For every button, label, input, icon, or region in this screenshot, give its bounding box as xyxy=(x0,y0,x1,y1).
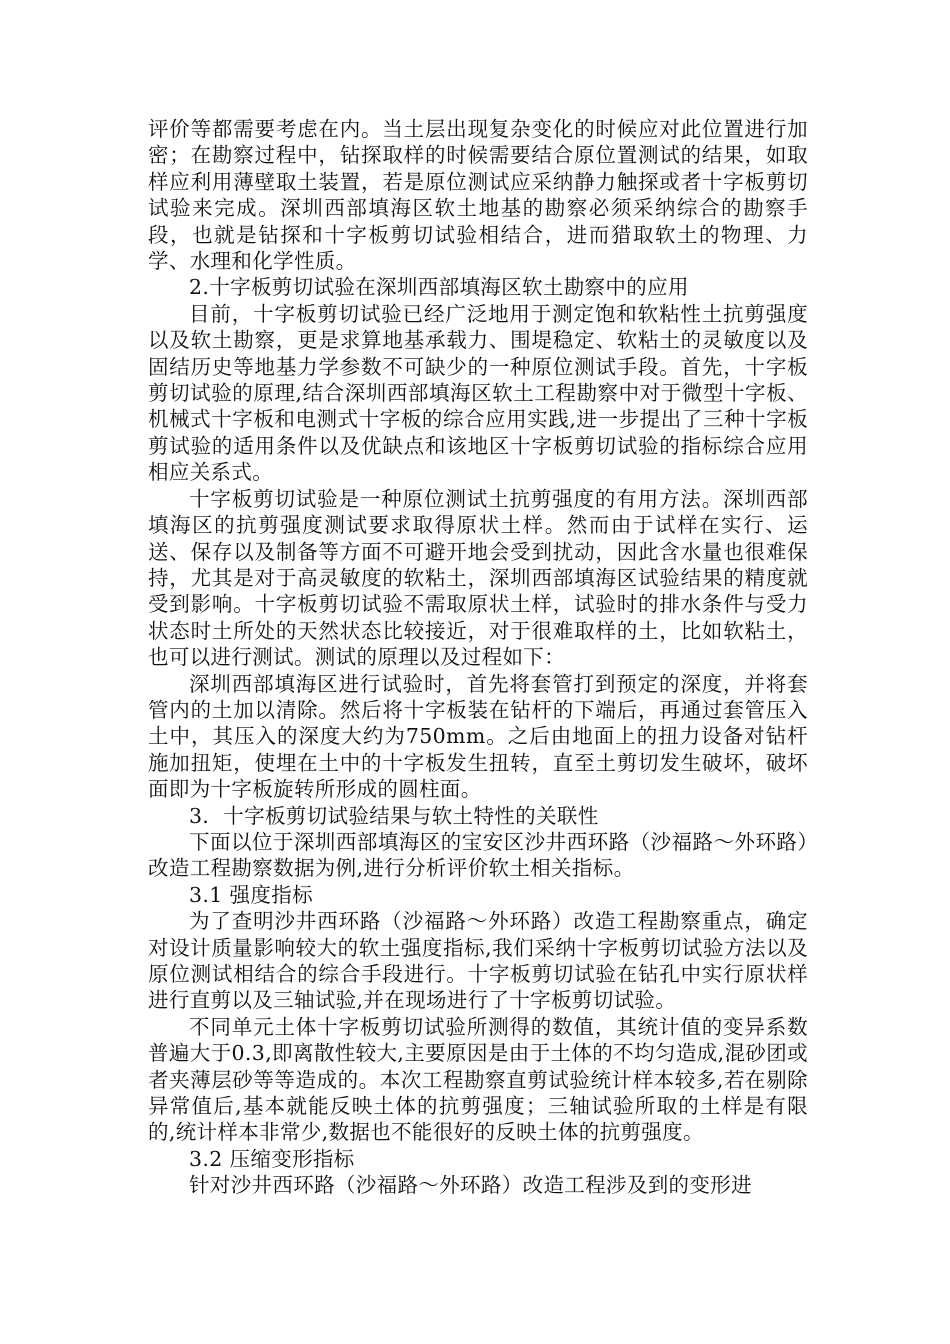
section-heading-3: 3．十字板剪切试验结果与软土特性的关联性 xyxy=(189,803,599,828)
paragraph-survey-methods: 评价等都需要考虑在内。当土层出现复杂变化的时候应对此位置进行加密；在勘察过程中，钻探取样的时候需要结合原位置测试的结果，如取样应利用薄壁取土装置，若是原位测试应采纳静力触探或者十字板剪切试验来完成。深圳西部填海区软土地基的勘察必须采纳综合的勘察手段，也就是钻探和十字板剪切试验相结合，进而猎取软土的物理、力学、水理和化学性质。 xyxy=(148,117,808,274)
document-page xyxy=(148,116,808,1199)
paragraph-vane-shear-overview: 目前，十字板剪切试验已经广泛地用于测定饱和软粘性土抗剪强度以及软土勘察，更是求算地基承载力、围堤稳定、软粘土的灵敏度以及固结历史等地基力学参数不可缺少的一种原位测试手段。首先，十字板剪切试验的原理,结合深圳西部填海区软土工程勘察中对于微型十字板、机械式十字板和电测式十字板的综合应用实践,进一步提出了三种十字板剪试验的适用条件以及优缺点和该地区十字板剪切试验的指标综合应用相应关系式。 xyxy=(148,301,808,485)
paragraph-case-intro: 下面以位于深圳西部填海区的宝安区沙井西环路（沙福路～外环路）改造工程勘察数据为例,进行分析评价软土相关指标。 xyxy=(148,829,808,881)
section-heading-2: 2.十字板剪切试验在深圳西部填海区软土勘察中的应用 xyxy=(189,275,689,300)
paragraph-strength-method: 为了查明沙井西环路（沙福路～外环路）改造工程勘察重点，确定对设计质量影响较大的软土强度指标,我们采纳十字板剪切试验方法以及原位测试相结合的综合手段进行。十字板剪切试验在钻孔中实行原状样进行直剪以及三轴试验,并在现场进行了十字板剪切试验。 xyxy=(148,909,808,1013)
paragraph-vane-shear-advantages: 十字板剪切试验是一种原位测试土抗剪强度的有用方法。深圳西部填海区的抗剪强度测试要求取得原状土样。然而由于试样在实行、运送、保存以及制备等方面不可避开地会受到扰动，因此含水量也很难保持，尤其是对于高灵敏度的软粘土，深圳西部填海区试验结果的精度就受到影响。十字板剪切试验不需取原状土样，试验时的排水条件与受力状态时土所处的天然状态比较接近，对于很难取样的土，比如软粘土，也可以进行测试。测试的原理以及过程如下： xyxy=(148,486,808,670)
section-heading-3-2: 3.2 压缩变形指标 xyxy=(189,1146,355,1171)
paragraph-compression-start: 针对沙井西环路（沙福路～外环路）改造工程涉及到的变形进 xyxy=(189,1173,752,1198)
paragraph-test-procedure: 深圳西部填海区进行试验时，首先将套管打到预定的深度，并将套管内的土加以清除。然后将十字板装在钻杆的下端后，再通过套管压入土中，其压入的深度大约为750mm。之后由地面上的扭力设备对钻杆施加扭矩，使埋在土中的十字板发生扭转，直至土剪切发生破坏，破坏面即为十字板旋转所形成的圆柱面。 xyxy=(148,671,808,802)
paragraph-strength-variability: 不同单元土体十字板剪切试验所测得的数值，其统计值的变异系数普遍大于0.3,即离散性较大,主要原因是由于土体的不均匀造成,混砂团或者夹薄层砂等等造成的。本次工程勘察直剪试验统计样本较多,若在剔除异常值后,基本就能反映土体的抗剪强度；三轴试验所取的土样是有限的,统计样本非常少,数据也不能很好的反映土体的抗剪强度。 xyxy=(148,1014,808,1145)
section-heading-3-1: 3.1 强度指标 xyxy=(189,882,313,907)
